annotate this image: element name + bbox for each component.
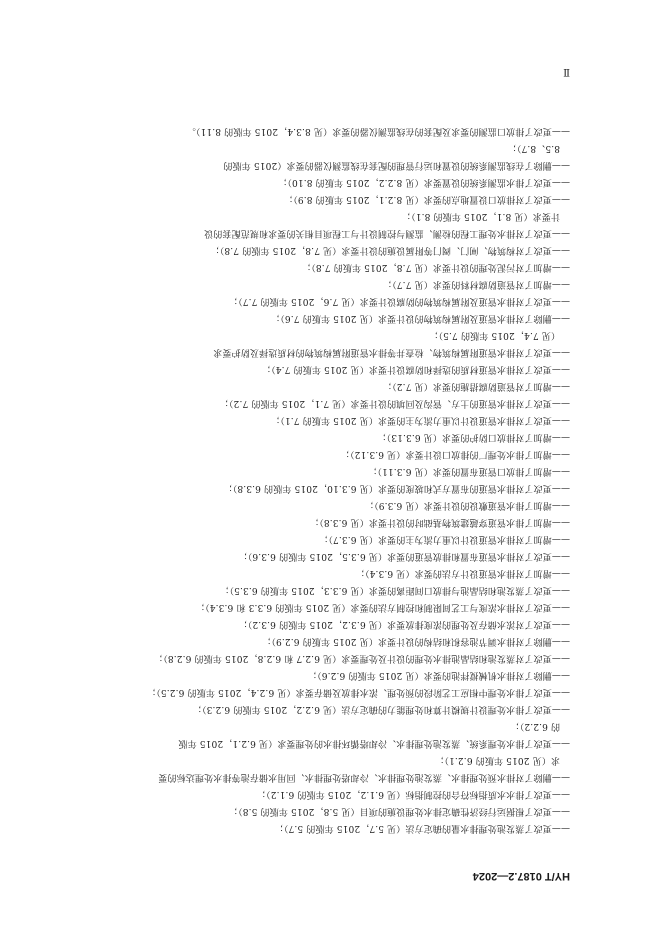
list-item: ——更改了排放口监测的要求及配套的在线监测仪器的要求（见 8.3.4，2015 年版的 8.11）。	[186, 126, 570, 136]
list-item: ——更改了对排水管道的布置方式和坡度的要求（见 6.3.10，2015 年版的 6.3.8）；	[223, 483, 570, 493]
list-item: ——更改了对浓水储存及处理的浓度排放要求（见 6.3.2，2015 年版的 6.3.2）；	[238, 619, 570, 629]
list-item: ——更改了排水处理中相应工艺阶段的预处理、浓水排放及储存要求（见 6.2.4，2015 年版的 6.2.5）；	[146, 687, 570, 697]
list-item: ——更改了对排放口设置地点的要求（见 8.2.1，2015 年版的 8.9）；	[283, 194, 570, 204]
list-item: ——更改了对排水处理工程的检测、监测与控制设计与工程项目相关的要求和规范配套的设	[203, 228, 570, 238]
list-item: ——更改了排水水质指标符合的控制指标（见 6.1.2，2015 年版的 6.1.2）；	[256, 789, 570, 799]
list-item-continuation: （见 7.4，2015 年版的 7.5）；	[429, 330, 560, 340]
list-item: ——更改了排水处理系统、蒸发池处理排水、冷却塔循环排水的处理要求（见 6.2.1，2015 年版	[178, 738, 570, 748]
list-item: ——增加了排水管道穿越建筑物基础时的设计要求（见 6.3.8）；	[309, 517, 570, 527]
list-item: ——更改了对排水管道附属构筑物、检查井等排水管道附属构筑物的材质选择及防护要求	[213, 347, 570, 357]
list-item: ——更改了蒸发池处理排水量的确定方法（见 5.7，2015 年版的 5.7）；	[274, 823, 570, 833]
list-item: ——增加了对排水管道设计以重力流为主的要求（见 6.3.7）；	[319, 534, 570, 544]
list-item: ——更改了对蒸发池和结晶池排水处理的设计及处理要求（见 6.2.7 和 6.2.8，2015 年版的 6.2.8）；	[153, 653, 570, 663]
list-item: ——增加了排水处理厂的排放口设计要求（见 6.3.12）；	[340, 449, 570, 459]
list-item: ——删除了对排水管道及附属构筑物的设计要求（见 2015 年版的 7.6）；	[270, 313, 570, 323]
list-item: ——更改了对排水管道及附属构筑物的防腐设计要求（见 7.6，2015 年版的 7.7）；	[228, 296, 570, 306]
standard-code: HY/T 0187.2—2024	[472, 870, 570, 882]
list-item: ——增加了排水管道敷设的设计要求（见 6.3.9）；	[364, 500, 570, 510]
list-item: ——增加了排放口管道布置的要求（见 6.3.11）；	[368, 466, 570, 476]
list-item: ——更改了对排水管道设计以重力流为主的要求（见 2015 年版的 7.1）；	[270, 415, 570, 425]
list-item: ——增加了对管道防腐措施的要求（见 7.2）；	[382, 381, 570, 391]
list-item-continuation: 求（见 2015 年版的 6.2.1）；	[435, 755, 560, 765]
list-item: ——更改了对构筑物、闸门、阀门等附属设施的设计要求（见 7.8，2015 年版的 7.8）；	[210, 245, 570, 255]
list-item: ——增加了对排放口防护的要求（见 6.3.13）；	[377, 432, 570, 442]
list-item: ——更改了对排水管道材质的选择和防腐设计要求（见 2015 年版的 7.4）；	[261, 364, 570, 374]
page-header	[88, 870, 570, 882]
list-item: ——增加了对排水管道设计方法的要求（见 6.3.4）；	[355, 568, 570, 578]
list-item: ——删除了对排水机械搅拌池的要求（见 2015 年版的 6.2.6）；	[307, 670, 570, 680]
list-item-continuation: 8.5、8.7）；	[507, 143, 560, 153]
list-item: ——删除了对排水预处理排水、蒸发池处理排水、冷却塔处理排水、回用水储存池等排水处理达标的要	[158, 772, 570, 782]
list-item: ——更改了对排水浓度与工艺间限制和控制方法的要求（见 2015 年版的 6.3.3 和 6.3.4）；	[195, 602, 570, 612]
list-item: ——删除了对排水调节池容积和结构的设计要求（见 2015 年版的 6.2.9）；	[262, 636, 570, 646]
list-item: ——更改了蒸发池和结晶池与排放口间距离的要求（见 6.3.3，2015 年版的 6.3.5）；	[220, 585, 570, 595]
list-item: ——更改了对排水管道的土方、管沟及回填的设计要求（见 7.1，2015 年版的 7.2）；	[219, 398, 570, 408]
page-footer	[88, 66, 570, 77]
list-item-continuation: 计要求（见 8.1，2015 年版的 8.1）；	[401, 211, 560, 221]
list-item-continuation: 的 6.2.2）；	[510, 721, 560, 731]
list-item: ——增加了对污泥处理的设计要求（见 7.8，2015 年版的 7.8）；	[301, 262, 570, 272]
list-item: ——更改了根据运行经济性确定排水处理设施的项目（见 5.8，2015 年版的 5.8）；	[228, 806, 570, 816]
list-item: ——更改了排水监测系统的设置要求（见 8.2.2，2015 年版的 8.10）；	[278, 177, 570, 187]
list-item: ——更改了排水处理设计规模计算和处理能力的确定方法（见 6.2.2，2015 年版的 6.2.3）；	[192, 704, 570, 714]
list-item: ——更改了对排水管道布置和排放管道的要求（见 6.3.5，2015 年版的 6.3.6）；	[238, 551, 570, 561]
list-item: ——删除了在线监测系统的设置和运行管理的配套在线监测仪器的要求（2015 年版的	[223, 160, 570, 170]
change-list	[96, 122, 570, 836]
page-number: Ⅱ	[563, 66, 570, 77]
list-item: ——增加了对管道防腐材料的要求（见 7.7）；	[382, 279, 570, 289]
